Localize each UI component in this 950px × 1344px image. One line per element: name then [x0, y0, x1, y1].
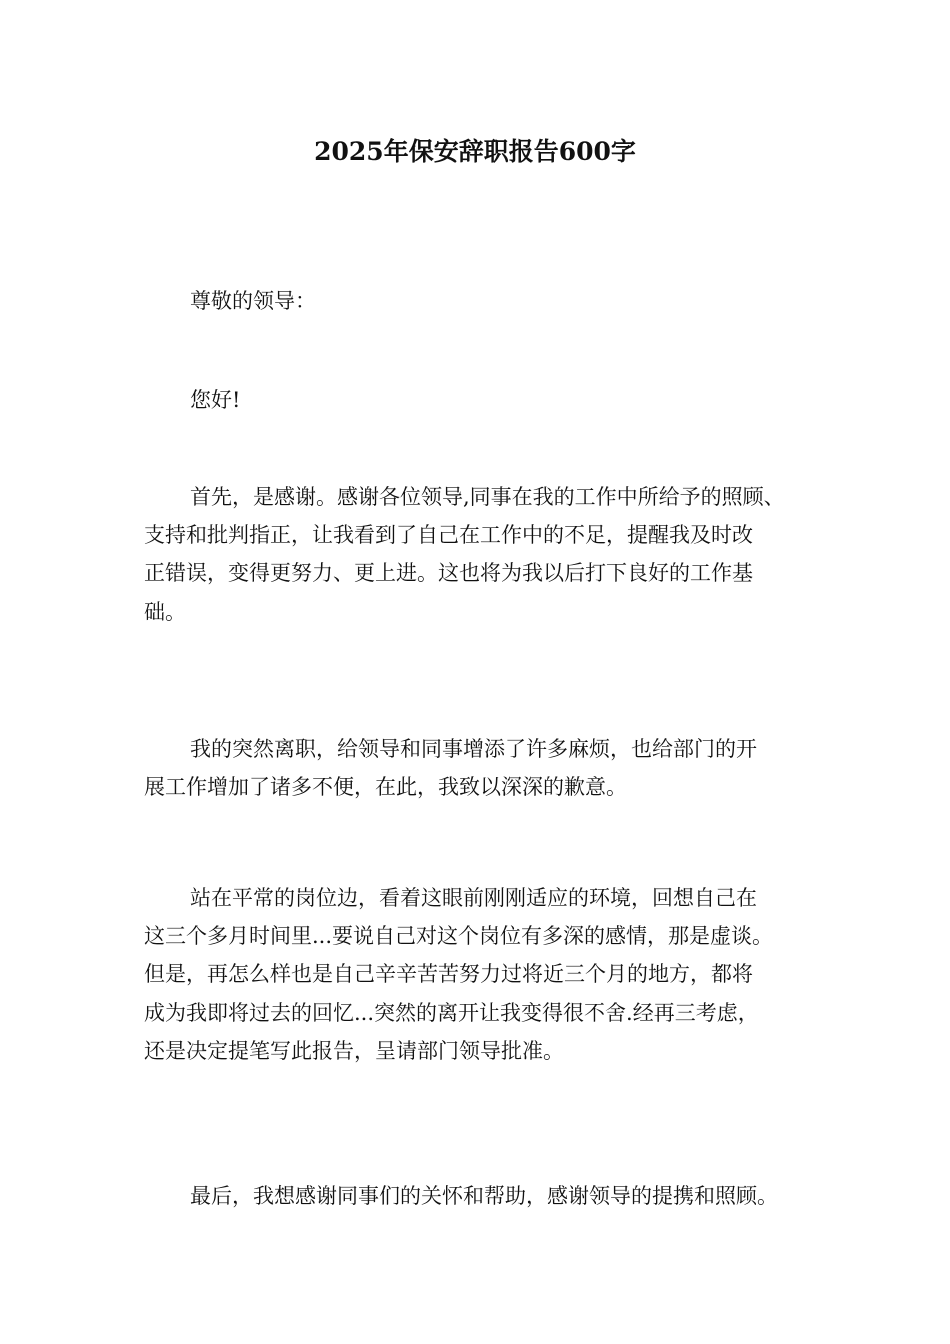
- paragraph-line: 首先，是感谢。感谢各位领导,同事在我的工作中所给予的照顾、: [190, 485, 785, 509]
- paragraph-apology: [144, 730, 834, 806]
- greeting-text: 您好!: [190, 388, 241, 412]
- paragraph-line: 但是，再怎么样也是自己辛辛苦苦努力过将近三个月的地方，都将: [144, 962, 753, 987]
- paragraph-thanks: [144, 478, 834, 631]
- paragraph-line: 最后，我想感谢同事们的关怀和帮助，感谢领导的提携和照顾。: [190, 1184, 778, 1208]
- paragraph-closing: [144, 1177, 834, 1215]
- salutation-text: 尊敬的领导：: [190, 289, 316, 313]
- document-title: 2025年保安辞职报告600字: [314, 137, 636, 166]
- paragraph-line: 展工作增加了诸多不便，在此，我致以深深的歉意。: [144, 775, 627, 800]
- paragraph-line: 正错误，变得更努力、更上进。这也将为我以后打下良好的工作基: [144, 561, 753, 586]
- greeting: [144, 381, 834, 419]
- paragraph-line: 成为我即将过去的回忆...突然的离开让我变得很不舍.经再三考虑，: [144, 1000, 759, 1025]
- paragraph-line: 我的突然离职，给领导和同事增添了许多麻烦，也给部门的开: [190, 737, 757, 761]
- paragraph-line: 支持和批判指正，让我看到了自己在工作中的不足，提醒我及时改: [144, 523, 753, 548]
- paragraph-line: 这三个多月时间里...要说自己对这个岗位有多深的感情，那是虚谈。: [144, 924, 774, 949]
- paragraph-reflection: [144, 879, 834, 1070]
- paragraph-line: 础。: [144, 599, 186, 624]
- paragraph-line: 还是决定提笔写此报告，呈请部门领导批准。: [144, 1038, 564, 1063]
- paragraph-line: 站在平常的岗位边，看着这眼前刚刚适应的环境，回想自己在: [190, 886, 757, 910]
- salutation: [144, 282, 834, 320]
